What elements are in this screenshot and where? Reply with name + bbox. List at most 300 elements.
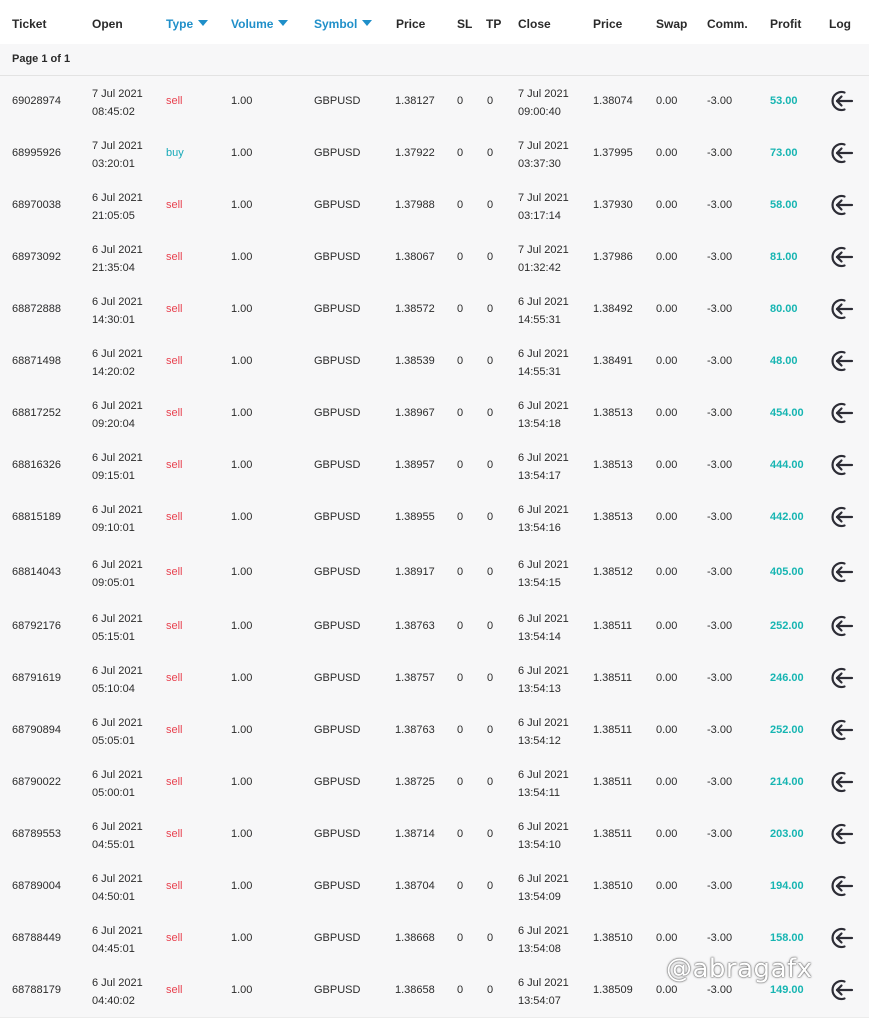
symbol-cell: GBPUSD [314,407,361,419]
volume-cell: 1.00 [231,932,253,944]
price-cell: 1.37988 [395,199,435,211]
table-row [0,388,869,441]
comm-cell: -3.00 [707,407,733,419]
volume-cell: 1.00 [231,459,253,471]
comm-cell: -3.00 [707,880,733,892]
close-time-cell: 01:32:42 [518,262,561,274]
symbol-cell: GBPUSD [314,303,361,315]
symbol-cell: GBPUSD [314,984,361,996]
type-cell: sell [166,355,183,367]
type-cell: sell [166,511,183,523]
volume-cell: 1.00 [231,511,253,523]
close-time-cell: 13:54:07 [518,995,561,1007]
open-time-cell: 21:35:04 [92,262,135,274]
column-type-sort[interactable] [166,17,208,31]
sl-cell: 0 [457,932,464,944]
close-time-cell: 13:54:16 [518,522,561,534]
ticket-cell: 68817252 [12,407,61,419]
open-date-cell: 6 Jul 2021 [92,504,143,516]
close-price-cell: 1.38511 [593,672,632,684]
ticket-cell: 68872888 [12,303,61,315]
close-price-cell: 1.38513 [593,407,633,419]
log-exit-icon[interactable] [828,245,854,269]
close-date-cell: 7 Jul 2021 [518,244,569,256]
volume-cell: 1.00 [231,984,253,996]
profit-cell: 81.00 [770,251,798,263]
log-exit-icon[interactable] [828,822,854,846]
open-date-cell: 6 Jul 2021 [92,296,143,308]
open-time-cell: 08:45:02 [92,106,135,118]
pagination-bar [0,44,869,76]
table-row [0,492,869,545]
volume-cell: 1.00 [231,147,253,159]
close-datetime [518,610,569,646]
open-datetime [92,766,143,802]
table-header [0,0,869,45]
open-time-cell: 14:20:02 [92,366,135,378]
open-time-cell: 14:30:01 [92,314,135,326]
close-time-cell: 13:54:11 [518,787,561,799]
column-volume-sort[interactable] [231,17,288,31]
close-datetime [518,818,569,854]
swap-cell: 0.00 [656,724,678,736]
close-datetime [518,974,569,1010]
comm-cell: -3.00 [707,672,733,684]
open-date-cell: 6 Jul 2021 [92,192,143,204]
swap-cell: 0.00 [656,251,678,263]
tp-cell: 0 [487,984,494,996]
volume-cell: 1.00 [231,880,253,892]
ticket-cell: 68816326 [12,459,61,471]
log-exit-icon[interactable] [828,614,854,638]
log-exit-icon[interactable] [828,978,854,1002]
close-datetime [518,556,569,592]
volume-cell: 1.00 [231,407,253,419]
table-row [0,653,869,706]
close-time-cell: 09:00:40 [518,106,561,118]
open-datetime [92,818,143,854]
symbol-cell: GBPUSD [314,672,361,684]
type-cell: sell [166,303,183,315]
table-row [0,440,869,493]
sl-cell: 0 [457,984,464,996]
volume-cell: 1.00 [231,828,253,840]
volume-cell: 1.00 [231,620,253,632]
volume-cell: 1.00 [231,95,253,107]
swap-cell: 0.00 [656,355,678,367]
type-cell: sell [166,932,183,944]
profit-cell: 246.00 [770,672,804,684]
close-datetime [518,662,569,698]
sl-cell: 0 [457,95,464,107]
symbol-cell: GBPUSD [314,95,361,107]
symbol-cell: GBPUSD [314,459,361,471]
swap-cell: 0.00 [656,932,678,944]
table-row [0,284,869,337]
open-time-cell: 09:10:01 [92,522,135,534]
ticket-cell: 68814043 [12,566,61,578]
symbol-cell: GBPUSD [314,776,361,788]
open-date-cell: 6 Jul 2021 [92,821,143,833]
price-cell: 1.38725 [395,776,435,788]
swap-cell: 0.00 [656,566,678,578]
swap-cell: 0.00 [656,511,678,523]
log-exit-icon[interactable] [828,718,854,742]
tp-cell: 0 [487,880,494,892]
column-symbol-sort[interactable] [314,17,372,31]
comm-cell: -3.00 [707,303,733,315]
volume-cell: 1.00 [231,303,253,315]
table-row [0,128,869,181]
volume-cell: 1.00 [231,724,253,736]
close-date-cell: 6 Jul 2021 [518,296,569,308]
close-date-cell: 6 Jul 2021 [518,977,569,989]
open-time-cell: 09:20:04 [92,418,135,430]
close-price-cell: 1.38491 [593,355,633,367]
open-datetime [92,85,143,121]
open-datetime [92,241,143,277]
table-row [0,861,869,914]
open-date-cell: 6 Jul 2021 [92,925,143,937]
close-datetime [518,189,569,225]
ticket-cell: 68815189 [12,511,61,523]
volume-cell: 1.00 [231,355,253,367]
close-date-cell: 6 Jul 2021 [518,559,569,571]
price-cell: 1.38917 [395,566,435,578]
comm-cell: -3.00 [707,620,733,632]
table-row [0,809,869,862]
profit-cell: 80.00 [770,303,798,315]
watermark-text: @abragafx [666,954,813,984]
log-exit-icon[interactable] [828,505,854,529]
log-exit-icon[interactable] [828,770,854,794]
log-exit-icon[interactable] [828,453,854,477]
price-cell: 1.38067 [395,251,435,263]
open-datetime [92,922,143,958]
column-tp: TP [486,17,502,31]
type-cell: sell [166,828,183,840]
volume-cell: 1.00 [231,251,253,263]
tp-cell: 0 [487,511,494,523]
comm-cell: -3.00 [707,932,733,944]
open-time-cell: 04:45:01 [92,943,135,955]
tp-cell: 0 [487,566,494,578]
close-price-cell: 1.38510 [593,880,633,892]
volume-cell: 1.00 [231,776,253,788]
comm-cell: -3.00 [707,984,733,996]
symbol-cell: GBPUSD [314,511,361,523]
log-exit-icon[interactable] [828,141,854,165]
ticket-cell: 68791619 [12,672,61,684]
column-sl: SL [457,17,473,31]
close-price-cell: 1.38074 [593,95,633,107]
price-cell: 1.38704 [395,880,435,892]
swap-cell: 0.00 [656,147,678,159]
comm-cell: -3.00 [707,251,733,263]
close-datetime [518,397,569,433]
open-datetime [92,662,143,698]
close-price-cell: 1.38492 [593,303,633,315]
open-datetime [92,501,143,537]
sl-cell: 0 [457,724,464,736]
profit-cell: 48.00 [770,355,798,367]
profit-cell: 252.00 [770,724,804,736]
sl-cell: 0 [457,776,464,788]
open-time-cell: 04:40:02 [92,995,135,1007]
column-log: Log [829,17,851,31]
close-price-cell: 1.37930 [593,199,633,211]
type-cell: sell [166,459,183,471]
open-datetime [92,714,143,750]
column-comm: Comm. [707,17,748,31]
sl-cell: 0 [457,199,464,211]
ticket-cell: 68995926 [12,147,61,159]
comm-cell: -3.00 [707,776,733,788]
tp-cell: 0 [487,828,494,840]
tp-cell: 0 [487,620,494,632]
tp-cell: 0 [487,251,494,263]
close-price-cell: 1.38510 [593,932,633,944]
ticket-cell: 68973092 [12,251,61,263]
open-datetime [92,556,143,592]
comm-cell: -3.00 [707,95,733,107]
open-time-cell: 03:20:01 [92,158,135,170]
swap-cell: 0.00 [656,459,678,471]
log-exit-icon[interactable] [828,401,854,425]
open-date-cell: 7 Jul 2021 [92,88,143,100]
ticket-cell: 68789004 [12,880,61,892]
close-date-cell: 6 Jul 2021 [518,769,569,781]
tp-cell: 0 [487,932,494,944]
tp-cell: 0 [487,355,494,367]
open-datetime [92,397,143,433]
close-price-cell: 1.38511 [593,724,632,736]
open-datetime [92,610,143,646]
type-cell: sell [166,672,183,684]
table-row [0,544,869,602]
volume-cell: 1.00 [231,566,253,578]
profit-cell: 454.00 [770,407,804,419]
close-date-cell: 6 Jul 2021 [518,925,569,937]
type-cell: sell [166,620,183,632]
close-time-cell: 13:54:09 [518,891,561,903]
open-time-cell: 04:55:01 [92,839,135,851]
close-time-cell: 14:55:31 [518,314,561,326]
open-date-cell: 6 Jul 2021 [92,400,143,412]
open-date-cell: 6 Jul 2021 [92,452,143,464]
open-date-cell: 6 Jul 2021 [92,244,143,256]
column-close-price: Price [593,17,623,31]
log-exit-icon[interactable] [828,560,854,584]
open-date-cell: 6 Jul 2021 [92,977,143,989]
table-row [0,180,869,233]
open-datetime [92,293,143,329]
open-date-cell: 6 Jul 2021 [92,665,143,677]
profit-cell: 405.00 [770,566,804,578]
close-time-cell: 13:54:17 [518,470,561,482]
close-price-cell: 1.38511 [593,620,632,632]
price-cell: 1.38714 [395,828,435,840]
ticket-cell: 68790022 [12,776,61,788]
sort-caret-down-icon [278,20,288,26]
tp-cell: 0 [487,147,494,159]
sl-cell: 0 [457,303,464,315]
column-price: Price [396,17,426,31]
close-date-cell: 6 Jul 2021 [518,348,569,360]
tp-cell: 0 [487,407,494,419]
sl-cell: 0 [457,511,464,523]
sl-cell: 0 [457,828,464,840]
profit-cell: 252.00 [770,620,804,632]
type-cell: sell [166,407,183,419]
close-datetime [518,293,569,329]
close-time-cell: 03:37:30 [518,158,561,170]
comm-cell: -3.00 [707,147,733,159]
open-datetime [92,189,143,225]
log-exit-icon[interactable] [828,666,854,690]
open-time-cell: 05:15:01 [92,631,135,643]
swap-cell: 0.00 [656,776,678,788]
comm-cell: -3.00 [707,828,733,840]
close-datetime [518,137,569,173]
ticket-cell: 68792176 [12,620,61,632]
column-ticket: Ticket [12,17,47,31]
type-cell: sell [166,880,183,892]
open-datetime [92,974,143,1010]
type-cell: sell [166,776,183,788]
open-datetime [92,449,143,485]
close-time-cell: 13:54:10 [518,839,561,851]
watermark [666,954,813,984]
close-date-cell: 6 Jul 2021 [518,665,569,677]
tp-cell: 0 [487,199,494,211]
symbol-cell: GBPUSD [314,147,361,159]
symbol-cell: GBPUSD [314,620,361,632]
symbol-cell: GBPUSD [314,828,361,840]
comm-cell: -3.00 [707,724,733,736]
close-datetime [518,241,569,277]
open-date-cell: 6 Jul 2021 [92,559,143,571]
type-cell: sell [166,724,183,736]
log-exit-icon[interactable] [828,297,854,321]
open-date-cell: 6 Jul 2021 [92,873,143,885]
swap-cell: 0.00 [656,620,678,632]
sort-caret-down-icon [198,20,208,26]
open-date-cell: 6 Jul 2021 [92,348,143,360]
close-price-cell: 1.38513 [593,511,633,523]
sl-cell: 0 [457,672,464,684]
close-date-cell: 6 Jul 2021 [518,717,569,729]
type-cell: sell [166,984,183,996]
close-date-cell: 6 Jul 2021 [518,400,569,412]
price-cell: 1.38757 [395,672,435,684]
swap-cell: 0.00 [656,95,678,107]
swap-cell: 0.00 [656,984,678,996]
close-date-cell: 7 Jul 2021 [518,140,569,152]
tp-cell: 0 [487,724,494,736]
open-datetime [92,137,143,173]
volume-cell: 1.00 [231,672,253,684]
close-datetime [518,870,569,906]
open-datetime [92,870,143,906]
sl-cell: 0 [457,355,464,367]
open-time-cell: 05:05:01 [92,735,135,747]
profit-cell: 149.00 [770,984,804,996]
swap-cell: 0.00 [656,672,678,684]
sl-cell: 0 [457,147,464,159]
type-cell: sell [166,566,183,578]
sl-cell: 0 [457,407,464,419]
close-time-cell: 13:54:08 [518,943,561,955]
profit-cell: 444.00 [770,459,804,471]
log-exit-icon[interactable] [828,89,854,113]
ticket-cell: 68788449 [12,932,61,944]
close-price-cell: 1.38512 [593,566,633,578]
ticket-cell: 69028974 [12,95,61,107]
close-price-cell: 1.38513 [593,459,633,471]
close-date-cell: 6 Jul 2021 [518,821,569,833]
log-exit-icon[interactable] [828,874,854,898]
close-date-cell: 6 Jul 2021 [518,873,569,885]
log-exit-icon[interactable] [828,349,854,373]
column-open: Open [92,17,123,31]
table-row [0,757,869,810]
tp-cell: 0 [487,459,494,471]
page-indicator: Page 1 of 1 [12,53,71,65]
profit-cell: 194.00 [770,880,804,892]
sl-cell: 0 [457,880,464,892]
type-cell: sell [166,199,183,211]
swap-cell: 0.00 [656,199,678,211]
close-datetime [518,714,569,750]
close-datetime [518,501,569,537]
close-date-cell: 6 Jul 2021 [518,504,569,516]
log-exit-icon[interactable] [828,193,854,217]
open-time-cell: 09:15:01 [92,470,135,482]
price-cell: 1.38967 [395,407,435,419]
comm-cell: -3.00 [707,566,733,578]
close-price-cell: 1.38511 [593,776,632,788]
open-datetime [92,345,143,381]
column-symbol-label: Symbol [314,17,358,31]
column-volume-label: Volume [231,17,274,31]
table-row [0,705,869,758]
swap-cell: 0.00 [656,407,678,419]
tp-cell: 0 [487,672,494,684]
close-time-cell: 13:54:12 [518,735,561,747]
comm-cell: -3.00 [707,355,733,367]
close-price-cell: 1.38509 [593,984,633,996]
symbol-cell: GBPUSD [314,251,361,263]
open-time-cell: 09:05:01 [92,577,135,589]
close-date-cell: 7 Jul 2021 [518,192,569,204]
comm-cell: -3.00 [707,511,733,523]
open-date-cell: 6 Jul 2021 [92,769,143,781]
symbol-cell: GBPUSD [314,724,361,736]
comm-cell: -3.00 [707,199,733,211]
log-exit-icon[interactable] [828,926,854,950]
symbol-cell: GBPUSD [314,199,361,211]
profit-cell: 58.00 [770,199,798,211]
ticket-cell: 68789553 [12,828,61,840]
swap-cell: 0.00 [656,303,678,315]
close-datetime [518,345,569,381]
price-cell: 1.38572 [395,303,435,315]
profit-cell: 442.00 [770,511,804,523]
volume-cell: 1.00 [231,199,253,211]
close-time-cell: 13:54:14 [518,631,561,643]
close-datetime [518,766,569,802]
